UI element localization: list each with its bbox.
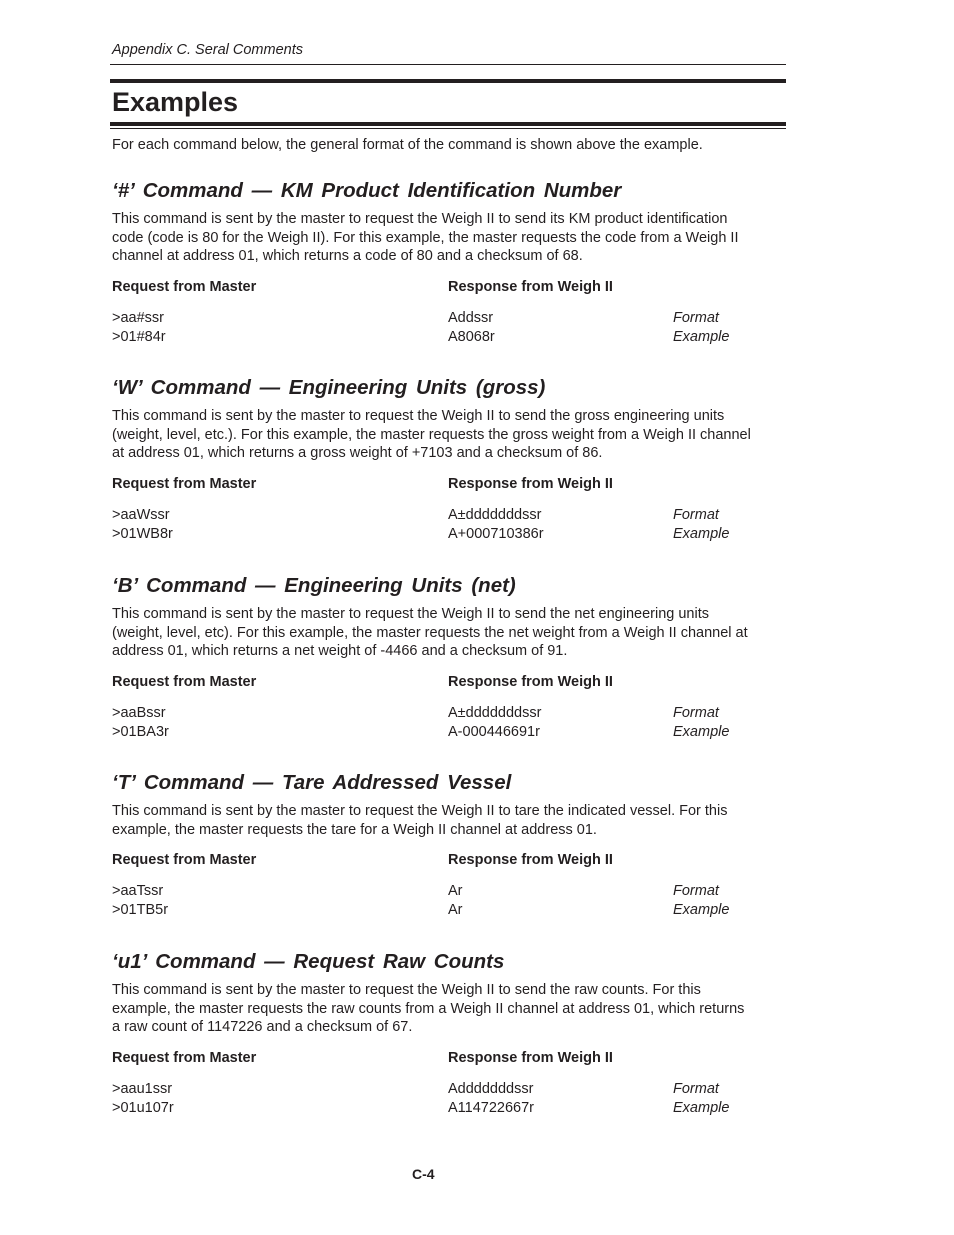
request-header: Request from Master xyxy=(112,476,257,493)
command-table xyxy=(112,1049,788,1119)
command-table xyxy=(112,278,788,348)
section-t-command xyxy=(112,770,788,921)
example-label: Example xyxy=(673,329,730,346)
request-header: Request from Master xyxy=(112,279,257,296)
description-line: (weight, level, etc). For this example, the master requests the net weight from a Weigh II channel at xyxy=(112,624,748,641)
section-km-product-id xyxy=(112,178,788,348)
page-number: C-4 xyxy=(412,1166,435,1182)
bottom-rule xyxy=(110,122,786,129)
format-request: >aaTssr xyxy=(112,883,164,900)
format-response: Adddddddssr xyxy=(448,1081,534,1098)
request-header: Request from Master xyxy=(112,674,257,691)
command-table xyxy=(112,673,788,743)
example-label: Example xyxy=(673,724,730,741)
example-request: >01u107r xyxy=(112,1100,174,1117)
section-description xyxy=(112,802,788,839)
section-title: ‘u1’ Command — Request Raw Counts xyxy=(112,950,505,973)
format-label: Format xyxy=(673,1081,719,1098)
running-header: Appendix C. Seral Comments xyxy=(112,42,303,58)
example-response: A+000710386r xyxy=(448,526,544,543)
format-label: Format xyxy=(673,310,719,327)
request-header: Request from Master xyxy=(112,852,257,869)
section-title: ‘W’ Command — Engineering Units (gross) xyxy=(112,376,546,399)
description-line: This command is sent by the master to request the Weigh II to send the raw counts. For this xyxy=(112,982,701,998)
format-label: Format xyxy=(673,883,719,900)
description-line: a raw count of 1147226 and a checksum of 67. xyxy=(112,1019,413,1036)
title-top-thick-line xyxy=(110,79,786,83)
description-line: channel at address 01, which returns a code of 80 and a checksum of 68. xyxy=(112,248,583,265)
section-title: ‘B’ Command — Engineering Units (net) xyxy=(112,574,516,597)
response-header: Response from Weigh II xyxy=(448,674,613,691)
request-header: Request from Master xyxy=(112,1050,257,1067)
response-header: Response from Weigh II xyxy=(448,1050,613,1067)
response-header: Response from Weigh II xyxy=(448,279,613,296)
description-line: address 01, which returns a net weight of -4466 and a checksum of 91. xyxy=(112,643,568,660)
description-line: (weight, level, etc.). For this example, the master requests the gross weight from a Weigh II channel xyxy=(112,426,751,443)
description-line: This command is sent by the master to request the Weigh II to send the net engineering units xyxy=(112,606,709,622)
response-header: Response from Weigh II xyxy=(448,852,613,869)
format-label: Format xyxy=(673,705,719,722)
example-request: >01WB8r xyxy=(112,526,173,543)
example-request: >01TB5r xyxy=(112,902,169,919)
example-response: Ar xyxy=(448,902,463,919)
description-line: This command is sent by the master to request the Weigh II to send the gross engineering units xyxy=(112,408,725,424)
example-response: A114722667r xyxy=(448,1100,535,1117)
title-bottom-thick-line xyxy=(110,122,786,126)
section-description xyxy=(112,407,788,463)
title-bottom-thin-line xyxy=(110,128,786,129)
description-line: at address 01, which returns a gross weight of +7103 and a checksum of 86. xyxy=(112,445,603,462)
example-response: A-000446691r xyxy=(448,724,540,741)
section-title: ‘#’ Command — KM Product Identification Number xyxy=(112,179,622,202)
section-b-command xyxy=(112,573,788,743)
section-description xyxy=(112,210,788,266)
description-line: This command is sent by the master to request the Weigh II to send its KM product identification xyxy=(112,211,728,227)
example-request: >01BA3r xyxy=(112,724,169,741)
top-rule xyxy=(110,64,786,83)
example-label: Example xyxy=(673,526,730,543)
example-label: Example xyxy=(673,1100,730,1117)
page-title: Examples xyxy=(112,87,239,117)
format-request: >aau1ssr xyxy=(112,1081,173,1098)
format-response: A±dddddddssr xyxy=(448,705,542,722)
example-request: >01#84r xyxy=(112,329,166,346)
example-label: Example xyxy=(673,902,730,919)
format-request: >aa#ssr xyxy=(112,310,164,327)
format-response: A±dddddddssr xyxy=(448,507,542,524)
section-description xyxy=(112,981,788,1037)
format-request: >aaBssr xyxy=(112,705,166,722)
description-line: This command is sent by the master to request the Weigh II to tare the indicated vessel. For this xyxy=(112,803,728,819)
section-w-command xyxy=(112,375,788,545)
intro-paragraph: For each command below, the general format of the command is shown above the example. xyxy=(112,137,703,153)
section-title: ‘T’ Command — Tare Addressed Vessel xyxy=(112,771,512,794)
description-line: code (code is 80 for the Weigh II). For this example, the master requests the code from a Weigh II xyxy=(112,229,739,246)
response-header: Response from Weigh II xyxy=(448,476,613,493)
format-response: Ar xyxy=(448,883,463,900)
section-description xyxy=(112,605,788,661)
description-line: example, the master requests the raw counts from a Weigh II channel at address 01, which returns xyxy=(112,1000,745,1017)
example-response: A8068r xyxy=(448,329,495,346)
section-u1-command xyxy=(112,949,788,1119)
format-request: >aaWssr xyxy=(112,507,170,524)
command-table xyxy=(112,475,788,545)
header-thin-line xyxy=(110,64,786,65)
command-table xyxy=(112,851,788,921)
format-response: Addssr xyxy=(448,310,494,327)
description-line: example, the master requests the tare for a Weigh II channel at address 01. xyxy=(112,821,597,838)
format-label: Format xyxy=(673,507,719,524)
